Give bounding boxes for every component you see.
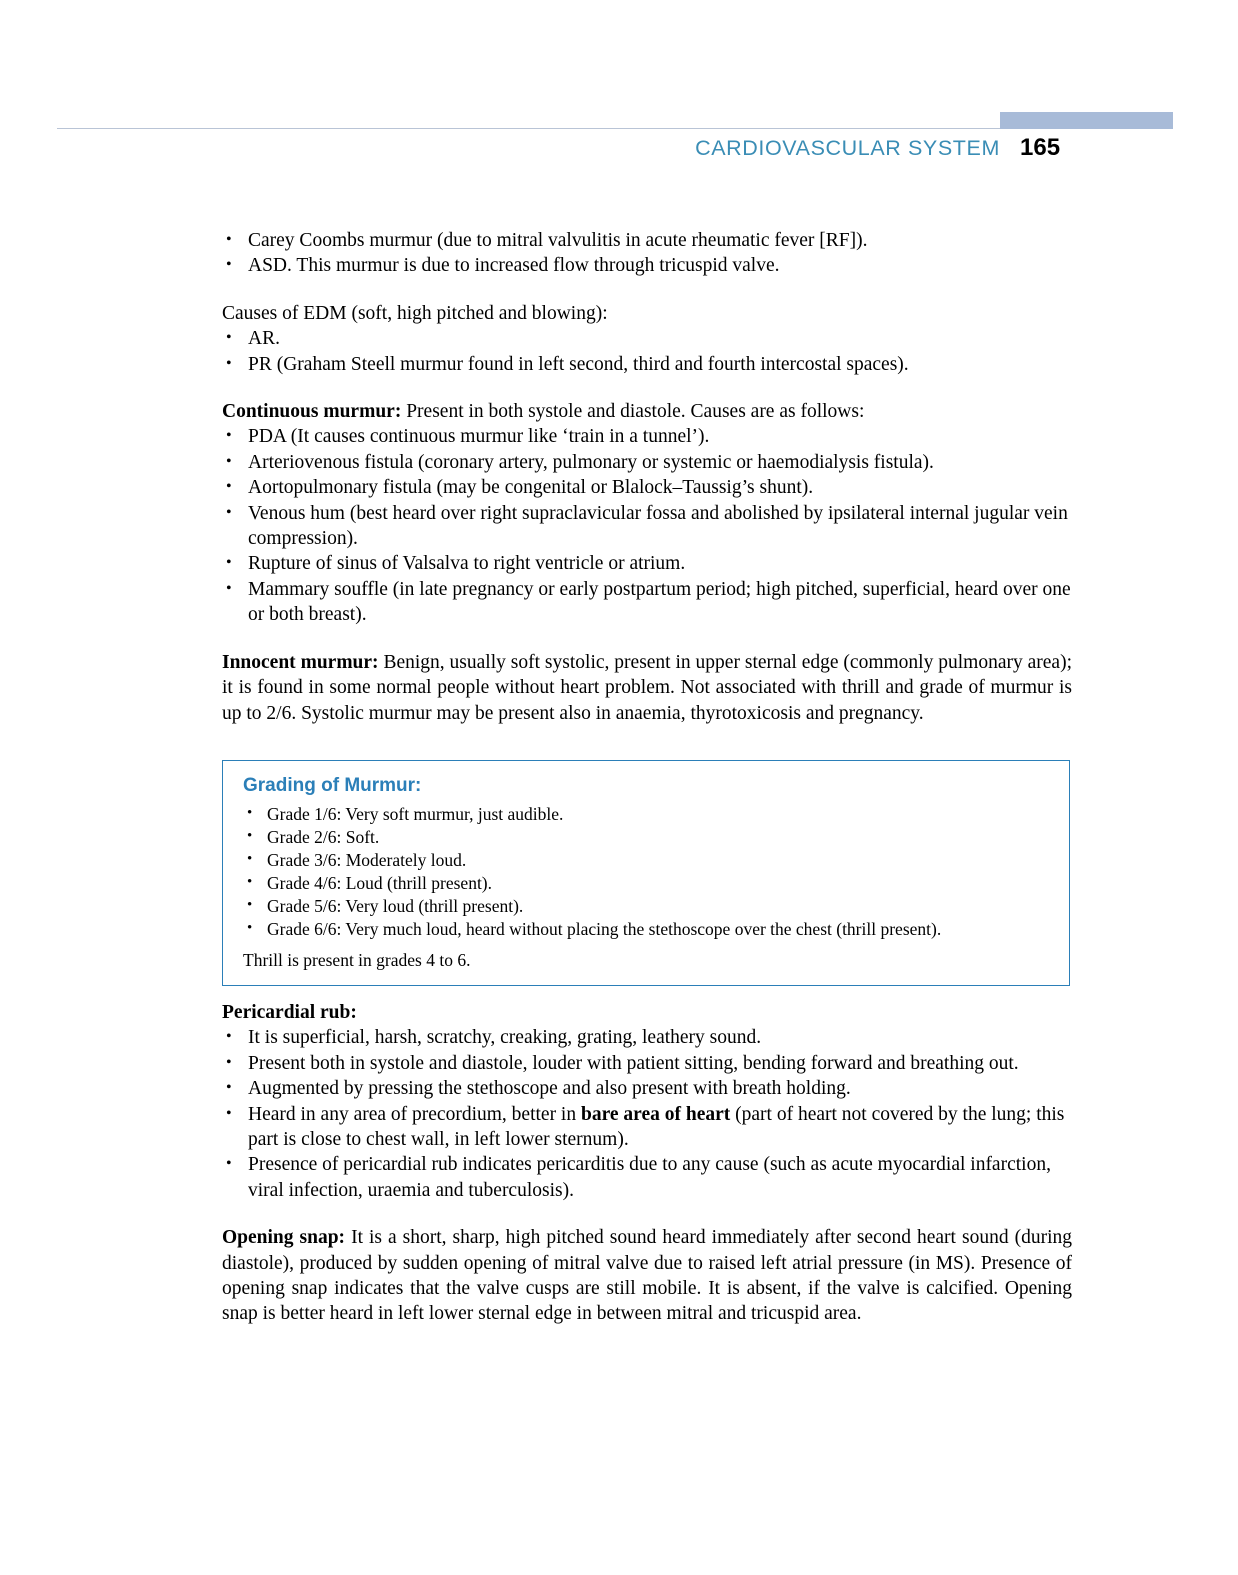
pericardial-rub-bullet-list — [222, 1025, 1072, 1203]
box-title: Grading of Murmur: — [243, 775, 422, 796]
list-item: • Mammary souffle (in late pregnancy or early postpartum period; high pitched, superficial, heard over one or both breast). — [222, 577, 1072, 628]
list-item: • AR. — [222, 326, 1072, 351]
continuous-murmur-bullet-list — [222, 424, 1072, 627]
list-item: • Rupture of sinus of Valsalva to right ventricle or atrium. — [222, 551, 1072, 576]
opening-snap-paragraph — [222, 1225, 1072, 1327]
spacer — [222, 377, 1072, 399]
spacer — [222, 628, 1072, 650]
edm-bullet-list — [222, 326, 1072, 377]
list-item: • Presence of pericardial rub indicates pericarditis due to any cause (such as acute myocardial infarction, viral infection, uraemia and tuberculosis). — [222, 1152, 1072, 1203]
list-item: • Aortopulmonary fistula (may be congenital or Blalock–Taussig’s shunt). — [222, 475, 1072, 500]
list-item: • PR (Graham Steell murmur found in left second, third and fourth intercostal spaces). — [222, 352, 1072, 377]
main-content-upper — [222, 228, 1072, 726]
list-item: • It is superficial, harsh, scratchy, creaking, grating, leathery sound. — [222, 1025, 1072, 1050]
innocent-murmur-paragraph — [222, 650, 1072, 726]
bare-area-prefix: Heard in any area of precordium, better in — [248, 1103, 581, 1125]
running-head-title: CARDIOVASCULAR SYSTEM — [695, 136, 1000, 160]
grading-bullet-list — [243, 803, 1051, 941]
edm-heading: Causes of EDM (soft, high pitched and blowing): — [222, 302, 608, 324]
continuous-murmur-heading — [222, 399, 1072, 424]
main-content-lower — [222, 1000, 1072, 1327]
list-item: • Grade 1/6: Very soft murmur, just audible. — [243, 803, 1051, 826]
list-item: • Carey Coombs murmur (due to mitral valvulitis in acute rheumatic fever [RF]). — [222, 228, 1072, 253]
grading-of-murmur-box — [222, 760, 1070, 986]
list-item: • Grade 5/6: Very loud (thrill present). — [243, 895, 1051, 918]
list-item: • Grade 3/6: Moderately loud. — [243, 849, 1051, 872]
pericardial-rub-heading: Pericardial rub: — [222, 1002, 357, 1023]
continuous-murmur-label: Continuous murmur: — [222, 401, 402, 423]
opening-snap-label: Opening snap: — [222, 1227, 346, 1249]
list-item: • Arteriovenous fistula (coronary artery, pulmonary or systemic or haemodialysis fistula). — [222, 450, 1072, 475]
list-item: • ASD. This murmur is due to increased flow through tricuspid valve. — [222, 253, 1072, 278]
innocent-murmur-label: Innocent murmur: — [222, 651, 379, 673]
list-item: • Venous hum (best heard over right supraclavicular fossa and abolished by ipsilateral internal jugular vein compression). — [222, 501, 1072, 552]
list-item: • Augmented by pressing the stethoscope and also present with breath holding. — [222, 1076, 1072, 1101]
opening-snap-text: It is a short, sharp, high pitched sound heard immediately after second heart sound (during diastole), produced by sudden opening of mitral valve due to raised left atrial pressure (in MS). Presence of opening snap indicates that the valve cusps are still mobile. It is absent, if the valve is calcified. Opening snap is better heard in left lower sternal edge in between mitral and tricuspid area. — [222, 1227, 1072, 1325]
header-accent-block — [1000, 112, 1173, 129]
bare-area-suffix: (part of heart not covered by the lung; this part is close to chest wall, in left lower sternum). — [248, 1103, 1065, 1151]
list-item-bare-area — [222, 1102, 1072, 1153]
list-item: • PDA (It causes continuous murmur like ‘train in a tunnel’). — [222, 424, 1072, 449]
continuous-murmur-text: Present in both systole and diastole. Causes are as follows: — [401, 401, 865, 423]
header-divider — [57, 128, 1000, 129]
box-footer-note: Thrill is present in grades 4 to 6. — [243, 950, 471, 970]
list-item: • Present both in systole and diastole, louder with patient sitting, bending forward and breathing out. — [222, 1051, 1072, 1076]
spacer — [222, 1203, 1072, 1225]
list-item: • Grade 6/6: Very much loud, heard without placing the stethoscope over the chest (thrill present). — [243, 918, 1051, 941]
page-number: 165 — [1020, 134, 1061, 161]
page-header — [0, 112, 1238, 172]
top-bullet-list — [222, 228, 1072, 279]
spacer — [222, 279, 1072, 301]
list-item: • Grade 2/6: Soft. — [243, 826, 1051, 849]
list-item: • Grade 4/6: Loud (thrill present). — [243, 872, 1051, 895]
bare-area-bold: bare area of heart — [580, 1103, 731, 1125]
innocent-murmur-text: Benign, usually soft systolic, present in upper sternal edge (commonly pulmonary area); it is found in some normal people without heart problem. Not associated with thrill and grade of murmur is up to 2/6. Systolic murmur may be present also in anaemia, thyrotoxicosis and pregnancy. — [222, 651, 1072, 724]
